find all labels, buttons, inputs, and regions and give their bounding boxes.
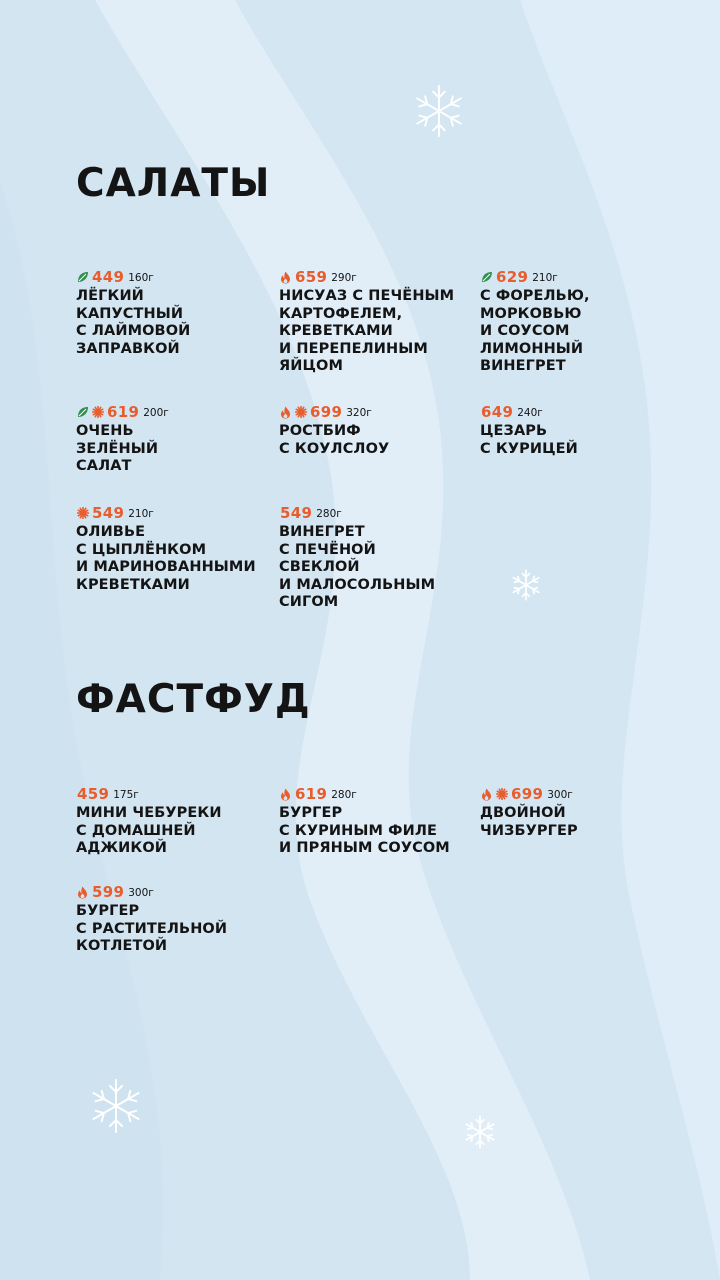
- item-meta: [76, 883, 271, 901]
- item-meta: [76, 504, 271, 522]
- item-price: 449: [92, 268, 125, 286]
- item-name: МИНИ ЧЕБУРЕКИ С ДОМАШНЕЙ АДЖИКОЙ: [76, 805, 222, 857]
- item-name: БУРГЕР С РАСТИТЕЛЬНОЙ КОТЛЕТОЙ: [76, 903, 228, 955]
- item-name: ОЧЕНЬ ЗЕЛЁНЫЙ САЛАТ: [76, 423, 159, 475]
- item-price: 699: [511, 785, 544, 803]
- menu-item: [76, 268, 271, 358]
- item-name: ЦЕЗАРЬ С КУРИЦЕЙ: [480, 423, 578, 457]
- section-title-fastfood: ФАСТФУД: [76, 677, 311, 722]
- item-weight: 300г: [547, 789, 573, 801]
- item-price: 459: [77, 785, 110, 803]
- item-price: 619: [107, 403, 140, 421]
- menu-item: [279, 403, 474, 458]
- menu-item: [480, 785, 675, 840]
- menu-item: [76, 785, 271, 858]
- item-weight: 200г: [143, 407, 169, 419]
- menu-item: [480, 268, 675, 376]
- item-meta: [279, 504, 474, 522]
- item-weight: 175г: [113, 789, 139, 801]
- item-meta: [480, 268, 675, 286]
- item-weight: 320г: [346, 407, 372, 419]
- leaf-icon: [480, 270, 493, 284]
- leaf-icon: [76, 270, 89, 284]
- item-weight: 210г: [532, 272, 558, 284]
- item-meta: [279, 403, 474, 421]
- menu-item: [279, 504, 474, 612]
- leaf-icon: [76, 405, 89, 419]
- item-price: 659: [295, 268, 328, 286]
- flame-icon: [279, 787, 292, 801]
- section-title-salads: САЛАТЫ: [76, 161, 271, 206]
- flame-icon: [279, 270, 292, 284]
- item-weight: 300г: [128, 887, 154, 899]
- item-meta: [76, 268, 271, 286]
- item-name: РОСТБИФ С КОУЛСЛОУ: [279, 423, 390, 457]
- item-weight: 160г: [128, 272, 154, 284]
- flame-icon: [480, 787, 493, 801]
- menu-item: [279, 268, 474, 376]
- item-price: 629: [496, 268, 529, 286]
- menu-item: [76, 883, 271, 956]
- item-meta: [76, 785, 271, 803]
- sun-icon: [294, 405, 307, 419]
- item-meta: [480, 403, 675, 421]
- flame-icon: [279, 405, 292, 419]
- item-name: С ФОРЕЛЬЮ, МОРКОВЬЮ И СОУСОМ ЛИМОННЫЙ ВИНЕГРЕТ: [480, 288, 590, 375]
- item-meta: [76, 403, 271, 421]
- item-meta: [480, 785, 675, 803]
- item-price: 649: [481, 403, 514, 421]
- item-name: ВИНЕГРЕТ С ПЕЧЁНОЙ СВЕКЛОЙ И МАЛОСОЛЬНЫМ СИГОМ: [279, 524, 436, 611]
- menu-item: [279, 785, 474, 858]
- item-weight: 210г: [128, 508, 154, 520]
- item-price: 599: [92, 883, 125, 901]
- sun-icon: [91, 405, 104, 419]
- item-price: 549: [280, 504, 313, 522]
- flame-icon: [76, 885, 89, 899]
- item-name: ОЛИВЬЕ С ЦЫПЛЁНКОМ И МАРИНОВАННЫМИ КРЕВЕТКАМИ: [76, 524, 256, 593]
- item-name: БУРГЕР С КУРИНЫМ ФИЛЕ И ПРЯНЫМ СОУСОМ: [279, 805, 450, 857]
- item-weight: 290г: [331, 272, 357, 284]
- item-weight: 280г: [331, 789, 357, 801]
- item-meta: [279, 268, 474, 286]
- item-price: 699: [310, 403, 343, 421]
- item-meta: [279, 785, 474, 803]
- menu-item: [76, 403, 271, 476]
- sun-icon: [76, 506, 89, 520]
- item-price: 549: [92, 504, 125, 522]
- item-weight: 240г: [517, 407, 543, 419]
- item-weight: 280г: [316, 508, 342, 520]
- sun-icon: [495, 787, 508, 801]
- item-name: ДВОЙНОЙ ЧИЗБУРГЕР: [480, 805, 578, 839]
- menu-item: [480, 403, 675, 458]
- item-price: 619: [295, 785, 328, 803]
- menu-item: [76, 504, 271, 594]
- item-name: НИСУАЗ С ПЕЧЁНЫМ КАРТОФЕЛЕМ, КРЕВЕТКАМИ И ПЕРЕПЕЛИНЫМ ЯЙЦОМ: [279, 288, 455, 375]
- item-name: ЛЁГКИЙ КАПУСТНЫЙ С ЛАЙМОВОЙ ЗАПРАВКОЙ: [76, 288, 191, 357]
